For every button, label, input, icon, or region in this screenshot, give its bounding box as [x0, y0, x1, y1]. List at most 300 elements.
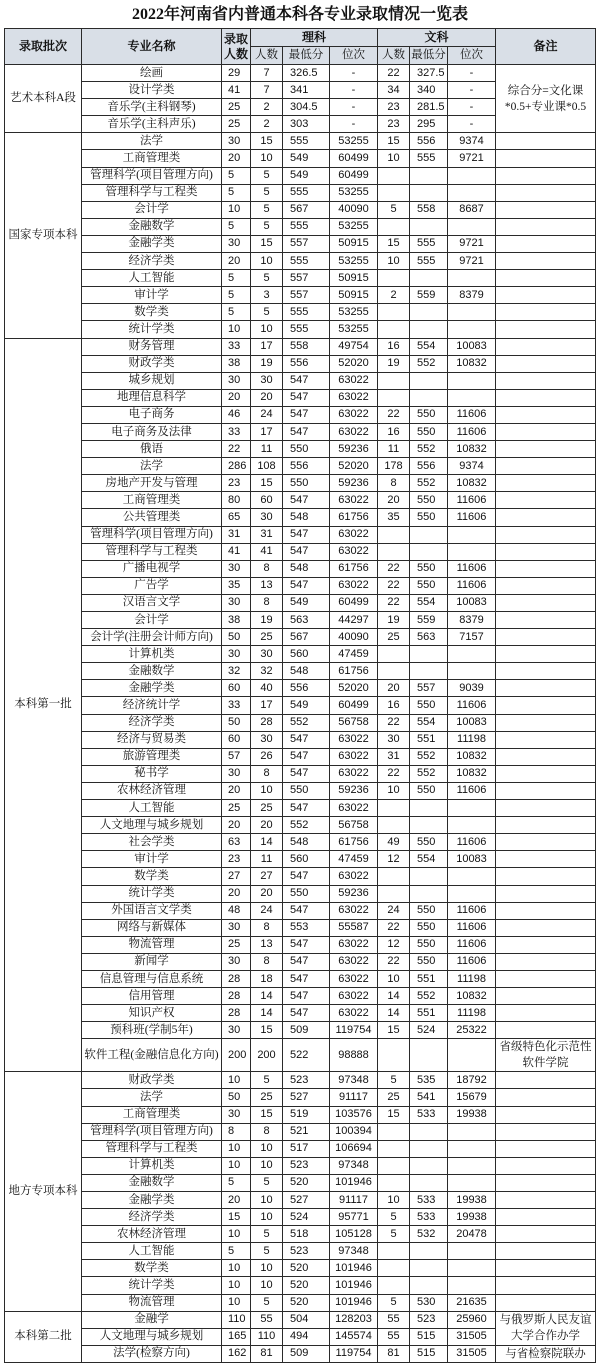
major-cell: 经济学类 — [82, 715, 222, 732]
total-cell: 5 — [222, 168, 251, 185]
arts-count-cell — [378, 1277, 410, 1294]
arts-min-score-cell: 550 — [410, 937, 448, 954]
arts-min-score-cell — [410, 544, 448, 561]
science-min-score-cell: 547 — [283, 766, 330, 783]
science-min-score-cell: 547 — [283, 749, 330, 766]
arts-rank-cell: - — [448, 82, 496, 99]
note-cell: 综合分=文化课*0.5+专业课*0.5 — [496, 65, 596, 133]
arts-rank-cell: 10832 — [448, 356, 496, 373]
science-count-cell: 17 — [251, 424, 283, 441]
major-cell: 俄语 — [82, 441, 222, 458]
total-cell: 5 — [222, 1243, 251, 1260]
science-count-cell: 30 — [251, 646, 283, 663]
science-rank-cell: 40090 — [330, 202, 378, 219]
science-count-cell: 40 — [251, 680, 283, 697]
arts-rank-cell: 21635 — [448, 1295, 496, 1312]
science-rank-cell: 59236 — [330, 886, 378, 903]
science-rank-cell: 63022 — [330, 800, 378, 817]
total-cell: 25 — [222, 116, 251, 133]
major-cell: 软件工程(金融信息化方向) — [82, 1039, 222, 1072]
major-cell: 工商管理类 — [82, 150, 222, 167]
arts-rank-cell: 10832 — [448, 475, 496, 492]
total-cell: 5 — [222, 287, 251, 304]
arts-rank-cell: 11606 — [448, 424, 496, 441]
major-cell: 城乡规划 — [82, 373, 222, 390]
science-count-cell: 13 — [251, 937, 283, 954]
science-count-cell: 10 — [251, 1141, 283, 1158]
total-cell: 10 — [222, 321, 251, 338]
total-cell: 48 — [222, 903, 251, 920]
science-rank-cell: - — [330, 65, 378, 82]
major-cell: 数学类 — [82, 304, 222, 321]
science-rank-cell: 63022 — [330, 954, 378, 971]
arts-min-score-cell: 541 — [410, 1089, 448, 1106]
total-cell: 80 — [222, 492, 251, 509]
arts-min-score-cell: 558 — [410, 202, 448, 219]
science-rank-cell: 63022 — [330, 544, 378, 561]
arts-rank-cell — [448, 868, 496, 885]
arts-rank-cell: 11606 — [448, 920, 496, 937]
total-cell: 29 — [222, 65, 251, 82]
total-cell: 23 — [222, 851, 251, 868]
note-cell — [496, 458, 596, 475]
arts-rank-cell: 10083 — [448, 715, 496, 732]
science-min-score-cell: 521 — [283, 1124, 330, 1141]
note-cell — [496, 544, 596, 561]
science-min-score-cell: 522 — [283, 1039, 330, 1072]
arts-rank-cell: 25960 — [448, 1312, 496, 1329]
science-min-score-cell: 549 — [283, 150, 330, 167]
arts-rank-cell — [448, 527, 496, 544]
arts-count-cell: 5 — [378, 1209, 410, 1226]
major-cell: 金融数学 — [82, 219, 222, 236]
major-cell: 设计学类 — [82, 82, 222, 99]
major-cell: 信用管理 — [82, 988, 222, 1005]
note-cell — [496, 954, 596, 971]
arts-rank-cell: 10832 — [448, 766, 496, 783]
total-cell: 31 — [222, 527, 251, 544]
note-cell — [496, 715, 596, 732]
note-cell — [496, 1192, 596, 1209]
science-rank-cell: 52020 — [330, 356, 378, 373]
science-rank-cell: 61756 — [330, 663, 378, 680]
arts-count-cell — [378, 219, 410, 236]
arts-min-score-cell: 554 — [410, 339, 448, 356]
page-title: 2022年河南省内普通本科各专业录取情况一览表 — [131, 6, 468, 23]
note-cell — [496, 749, 596, 766]
major-cell: 法学 — [82, 1089, 222, 1106]
science-rank-cell: 63022 — [330, 390, 378, 407]
total-cell: 30 — [222, 920, 251, 937]
science-min-score-cell: 549 — [283, 697, 330, 714]
arts-min-score-cell: 552 — [410, 475, 448, 492]
science-min-score-cell: 304.5 — [283, 99, 330, 116]
arts-rank-cell: 11198 — [448, 1005, 496, 1022]
arts-rank-cell: 19938 — [448, 1209, 496, 1226]
science-count-cell: 5 — [251, 1175, 283, 1192]
arts-min-score-cell: 535 — [410, 1072, 448, 1089]
major-cell: 工商管理类 — [82, 492, 222, 509]
science-rank-cell: 53255 — [330, 253, 378, 270]
arts-rank-cell — [448, 168, 496, 185]
major-cell: 统计学类 — [82, 886, 222, 903]
science-min-score-cell: 549 — [283, 595, 330, 612]
science-count-cell: 24 — [251, 903, 283, 920]
arts-min-score-cell: 327.5 — [410, 65, 448, 82]
major-cell: 管理科学(项目管理方向) — [82, 1124, 222, 1141]
total-cell: 20 — [222, 150, 251, 167]
arts-count-cell — [378, 1141, 410, 1158]
arts-count-cell: 22 — [378, 561, 410, 578]
major-cell: 会计学 — [82, 202, 222, 219]
arts-rank-cell: 10832 — [448, 441, 496, 458]
science-rank-cell: 63022 — [330, 492, 378, 509]
arts-min-score-cell: 530 — [410, 1295, 448, 1312]
major-cell: 人文地理与城乡规划 — [82, 817, 222, 834]
arts-count-cell — [378, 646, 410, 663]
note-cell — [496, 561, 596, 578]
arts-count-cell — [378, 373, 410, 390]
science-count-cell: 110 — [251, 1329, 283, 1346]
arts-min-score-cell: 550 — [410, 920, 448, 937]
note-cell — [496, 219, 596, 236]
arts-min-score-cell — [410, 1141, 448, 1158]
note-cell — [496, 697, 596, 714]
total-cell: 60 — [222, 680, 251, 697]
arts-count-cell: 31 — [378, 749, 410, 766]
note-cell — [496, 253, 596, 270]
arts-min-score-cell: 555 — [410, 236, 448, 253]
arts-min-score-cell: 552 — [410, 356, 448, 373]
science-rank-cell: 63022 — [330, 732, 378, 749]
science-min-score-cell: 550 — [283, 783, 330, 800]
arts-count-cell — [378, 886, 410, 903]
note-cell — [496, 339, 596, 356]
arts-count-cell: 178 — [378, 458, 410, 475]
science-min-score-cell: 555 — [283, 304, 330, 321]
science-min-score-cell: 550 — [283, 475, 330, 492]
total-cell: 28 — [222, 971, 251, 988]
science-rank-cell: 95771 — [330, 1209, 378, 1226]
arts-rank-cell: 11606 — [448, 492, 496, 509]
science-rank-cell: 91117 — [330, 1192, 378, 1209]
science-count-cell: 3 — [251, 287, 283, 304]
arts-rank-cell: 8687 — [448, 202, 496, 219]
science-min-score-cell: 557 — [283, 270, 330, 287]
note-cell — [496, 971, 596, 988]
arts-count-cell — [378, 868, 410, 885]
arts-min-score-cell: 550 — [410, 783, 448, 800]
science-min-score-cell: 567 — [283, 629, 330, 646]
major-cell: 财政学类 — [82, 356, 222, 373]
science-count-cell: 5 — [251, 1243, 283, 1260]
major-cell: 数学类 — [82, 868, 222, 885]
science-count-cell: 14 — [251, 988, 283, 1005]
major-cell: 法学 — [82, 458, 222, 475]
science-rank-cell: 97348 — [330, 1243, 378, 1260]
science-rank-cell: 44297 — [330, 612, 378, 629]
note-cell — [496, 185, 596, 202]
science-count-cell: 15 — [251, 1107, 283, 1124]
science-rank-cell: 53255 — [330, 304, 378, 321]
science-count-cell: 8 — [251, 1124, 283, 1141]
total-cell: 33 — [222, 697, 251, 714]
science-rank-cell: 63022 — [330, 971, 378, 988]
arts-count-cell: 22 — [378, 920, 410, 937]
science-count-cell: 19 — [251, 356, 283, 373]
total-cell: 30 — [222, 766, 251, 783]
major-cell: 人工智能 — [82, 1243, 222, 1260]
science-rank-cell: 50915 — [330, 270, 378, 287]
major-cell: 财政学类 — [82, 1072, 222, 1089]
science-count-cell: 14 — [251, 1005, 283, 1022]
science-min-score-cell: 524 — [283, 1209, 330, 1226]
total-cell: 165 — [222, 1329, 251, 1346]
science-count-cell: 25 — [251, 800, 283, 817]
arts-count-cell: 16 — [378, 424, 410, 441]
major-cell: 经济统计学 — [82, 697, 222, 714]
major-cell: 会计学(注册会计师方向) — [82, 629, 222, 646]
note-cell — [496, 236, 596, 253]
note-cell — [496, 475, 596, 492]
science-rank-cell: 105128 — [330, 1226, 378, 1243]
science-min-score-cell: 547 — [283, 544, 330, 561]
total-cell: 5 — [222, 219, 251, 236]
science-min-score-cell: 555 — [283, 253, 330, 270]
total-cell: 25 — [222, 800, 251, 817]
science-count-cell: 5 — [251, 1295, 283, 1312]
science-rank-cell: 97348 — [330, 1158, 378, 1175]
major-cell: 管理科学与工程类 — [82, 185, 222, 202]
science-min-score-cell: 547 — [283, 971, 330, 988]
total-cell: 10 — [222, 1226, 251, 1243]
header-major: 专业名称 — [82, 29, 222, 65]
arts-min-score-cell: 551 — [410, 971, 448, 988]
major-cell: 管理科学与工程类 — [82, 544, 222, 561]
arts-rank-cell: 19938 — [448, 1107, 496, 1124]
arts-min-score-cell: 550 — [410, 407, 448, 424]
science-rank-cell: 145574 — [330, 1329, 378, 1346]
note-cell — [496, 680, 596, 697]
arts-min-score-cell — [410, 1260, 448, 1277]
major-cell: 金融数学 — [82, 1175, 222, 1192]
science-rank-cell: 50915 — [330, 236, 378, 253]
arts-min-score-cell — [410, 886, 448, 903]
science-count-cell: 11 — [251, 441, 283, 458]
total-cell: 30 — [222, 561, 251, 578]
science-min-score-cell: 555 — [283, 321, 330, 338]
arts-count-cell: 22 — [378, 595, 410, 612]
note-cell — [496, 1260, 596, 1277]
science-min-score-cell: 547 — [283, 390, 330, 407]
science-min-score-cell: 558 — [283, 339, 330, 356]
total-cell: 30 — [222, 236, 251, 253]
arts-rank-cell — [448, 1039, 496, 1072]
major-cell: 公共管理类 — [82, 509, 222, 526]
arts-count-cell: 23 — [378, 116, 410, 133]
total-cell: 5 — [222, 1175, 251, 1192]
arts-count-cell — [378, 544, 410, 561]
major-cell: 人工智能 — [82, 800, 222, 817]
note-cell — [496, 356, 596, 373]
science-rank-cell: 52020 — [330, 680, 378, 697]
arts-rank-cell: 7157 — [448, 629, 496, 646]
arts-rank-cell: 31505 — [448, 1346, 496, 1363]
arts-count-cell: 22 — [378, 407, 410, 424]
total-cell: 57 — [222, 749, 251, 766]
science-min-score-cell: 553 — [283, 920, 330, 937]
science-rank-cell: 56758 — [330, 817, 378, 834]
science-min-score-cell: 550 — [283, 886, 330, 903]
science-count-cell: 200 — [251, 1039, 283, 1072]
total-cell: 15 — [222, 1209, 251, 1226]
arts-rank-cell: 9039 — [448, 680, 496, 697]
science-count-cell: 8 — [251, 595, 283, 612]
arts-min-score-cell: 524 — [410, 1022, 448, 1039]
total-cell: 63 — [222, 834, 251, 851]
total-cell: 20 — [222, 783, 251, 800]
science-min-score-cell: 520 — [283, 1260, 330, 1277]
arts-count-cell: 24 — [378, 903, 410, 920]
science-rank-cell: 101946 — [330, 1277, 378, 1294]
note-cell — [496, 150, 596, 167]
arts-count-cell: 10 — [378, 971, 410, 988]
science-count-cell: 41 — [251, 544, 283, 561]
science-rank-cell: 50915 — [330, 287, 378, 304]
total-cell: 20 — [222, 1192, 251, 1209]
arts-rank-cell: 11606 — [448, 407, 496, 424]
note-cell — [496, 578, 596, 595]
science-min-score-cell: 547 — [283, 868, 330, 885]
total-cell: 33 — [222, 339, 251, 356]
total-cell: 20 — [222, 817, 251, 834]
total-cell: 200 — [222, 1039, 251, 1072]
science-count-cell: 26 — [251, 749, 283, 766]
science-count-cell: 30 — [251, 732, 283, 749]
science-min-score-cell: 547 — [283, 373, 330, 390]
arts-rank-cell: 9374 — [448, 458, 496, 475]
major-cell: 审计学 — [82, 851, 222, 868]
arts-rank-cell: 25322 — [448, 1022, 496, 1039]
note-cell — [496, 1005, 596, 1022]
major-cell: 经济学类 — [82, 253, 222, 270]
note-cell — [496, 1158, 596, 1175]
arts-rank-cell: 9374 — [448, 133, 496, 150]
science-min-score-cell: 341 — [283, 82, 330, 99]
total-cell: 30 — [222, 595, 251, 612]
arts-rank-cell: 11606 — [448, 509, 496, 526]
arts-min-score-cell: 552 — [410, 441, 448, 458]
arts-rank-cell — [448, 1124, 496, 1141]
note-cell — [496, 1072, 596, 1089]
arts-count-cell: 15 — [378, 236, 410, 253]
arts-count-cell — [378, 527, 410, 544]
science-count-cell: 10 — [251, 321, 283, 338]
arts-min-score-cell: 550 — [410, 903, 448, 920]
admission-table — [4, 28, 596, 1363]
arts-rank-cell: 18792 — [448, 1072, 496, 1089]
major-cell: 农林经济管理 — [82, 1226, 222, 1243]
science-min-score-cell: 555 — [283, 219, 330, 236]
arts-min-score-cell — [410, 663, 448, 680]
note-cell — [496, 1209, 596, 1226]
arts-min-score-cell: 556 — [410, 133, 448, 150]
arts-min-score-cell: 533 — [410, 1209, 448, 1226]
arts-rank-cell: 15679 — [448, 1089, 496, 1106]
note-cell — [496, 1243, 596, 1260]
total-cell: 30 — [222, 133, 251, 150]
science-rank-cell: 91117 — [330, 1089, 378, 1106]
science-count-cell: 10 — [251, 1209, 283, 1226]
total-cell: 22 — [222, 441, 251, 458]
arts-count-cell: 19 — [378, 356, 410, 373]
arts-rank-cell — [448, 1141, 496, 1158]
arts-rank-cell: - — [448, 116, 496, 133]
arts-rank-cell: 10083 — [448, 339, 496, 356]
header-arts-min-score: 最低分 — [410, 47, 448, 65]
science-count-cell: 28 — [251, 715, 283, 732]
science-count-cell: 24 — [251, 407, 283, 424]
arts-rank-cell — [448, 646, 496, 663]
science-count-cell: 17 — [251, 697, 283, 714]
note-cell — [496, 937, 596, 954]
note-cell — [496, 1175, 596, 1192]
science-min-score-cell: 548 — [283, 834, 330, 851]
science-min-score-cell: 555 — [283, 185, 330, 202]
science-rank-cell: 63022 — [330, 903, 378, 920]
arts-rank-cell: 11198 — [448, 971, 496, 988]
note-cell — [496, 886, 596, 903]
science-rank-cell: 100394 — [330, 1124, 378, 1141]
science-rank-cell: 47459 — [330, 851, 378, 868]
arts-count-cell — [378, 1039, 410, 1072]
total-cell: 30 — [222, 373, 251, 390]
arts-rank-cell — [448, 800, 496, 817]
total-cell: 27 — [222, 868, 251, 885]
science-count-cell: 81 — [251, 1346, 283, 1363]
arts-rank-cell — [448, 373, 496, 390]
note-cell — [496, 407, 596, 424]
arts-min-score-cell — [410, 1277, 448, 1294]
science-rank-cell: 103576 — [330, 1107, 378, 1124]
science-rank-cell: 63022 — [330, 527, 378, 544]
arts-count-cell: 14 — [378, 1005, 410, 1022]
science-count-cell: 5 — [251, 1226, 283, 1243]
arts-min-score-cell — [410, 321, 448, 338]
science-min-score-cell: 548 — [283, 509, 330, 526]
batch-cell: 艺术本科A段 — [5, 65, 82, 133]
arts-count-cell: 15 — [378, 1107, 410, 1124]
arts-count-cell: 81 — [378, 1346, 410, 1363]
arts-count-cell — [378, 304, 410, 321]
science-count-cell: 55 — [251, 1312, 283, 1329]
major-cell: 电子商务 — [82, 407, 222, 424]
total-cell: 10 — [222, 1072, 251, 1089]
science-count-cell: 15 — [251, 475, 283, 492]
science-count-cell: 15 — [251, 1022, 283, 1039]
arts-count-cell — [378, 1158, 410, 1175]
arts-count-cell: 16 — [378, 697, 410, 714]
science-count-cell: 32 — [251, 663, 283, 680]
science-rank-cell: 53255 — [330, 321, 378, 338]
total-cell: 38 — [222, 356, 251, 373]
major-cell: 管理科学(项目管理方向) — [82, 168, 222, 185]
major-cell: 社会学类 — [82, 834, 222, 851]
science-count-cell: 8 — [251, 954, 283, 971]
arts-min-score-cell: 559 — [410, 287, 448, 304]
arts-rank-cell: 10083 — [448, 851, 496, 868]
arts-count-cell: 19 — [378, 612, 410, 629]
